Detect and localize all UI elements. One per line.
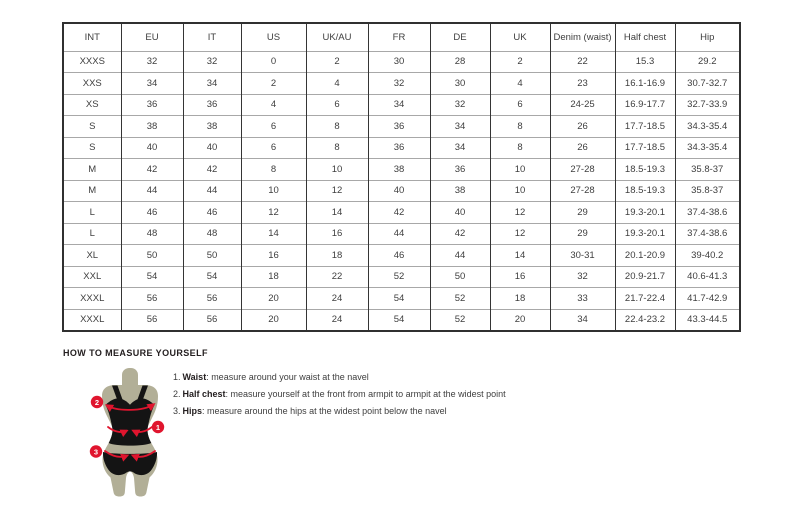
size-cell: 16 xyxy=(490,266,550,288)
size-cell: 46 xyxy=(368,245,430,267)
size-cell: 35.8-37 xyxy=(675,159,740,181)
size-cell: 16.1-16.9 xyxy=(615,73,675,95)
size-cell: 4 xyxy=(490,73,550,95)
size-column-header: Denim (waist) xyxy=(550,23,615,51)
size-cell: 46 xyxy=(121,202,183,224)
measurement-illustration xyxy=(75,366,185,501)
size-cell: 19.3-20.1 xyxy=(615,223,675,245)
size-cell: 32 xyxy=(368,73,430,95)
size-cell: 18 xyxy=(306,245,368,267)
size-cell: 26 xyxy=(550,116,615,138)
size-cell: 27-28 xyxy=(550,180,615,202)
size-cell: 42 xyxy=(430,223,490,245)
size-cell: 20 xyxy=(490,309,550,331)
step-number: 3. xyxy=(173,406,181,416)
size-cell: 29.2 xyxy=(675,51,740,73)
size-cell: 54 xyxy=(183,266,241,288)
size-cell: 34 xyxy=(121,73,183,95)
size-cell: 24-25 xyxy=(550,94,615,116)
step-text: : measure yourself at the front from armpit to armpit at the widest point xyxy=(225,389,506,399)
step-number: 2. xyxy=(173,389,181,399)
measure-steps xyxy=(173,369,506,420)
size-cell: 17.7-18.5 xyxy=(615,116,675,138)
size-cell: 44 xyxy=(430,245,490,267)
size-cell: XXXL xyxy=(63,309,121,331)
size-cell: XL xyxy=(63,245,121,267)
table-row xyxy=(63,309,740,331)
size-cell: 42 xyxy=(183,159,241,181)
measure-step xyxy=(173,403,506,420)
table-row xyxy=(63,202,740,224)
size-cell: 56 xyxy=(183,288,241,310)
size-cell: 34 xyxy=(430,116,490,138)
size-cell: 0 xyxy=(241,51,306,73)
table-row xyxy=(63,94,740,116)
size-chart-section xyxy=(62,22,741,332)
size-cell: 32 xyxy=(183,51,241,73)
size-cell: 52 xyxy=(430,309,490,331)
size-cell: 34 xyxy=(368,94,430,116)
size-cell: 21.7-22.4 xyxy=(615,288,675,310)
table-row xyxy=(63,266,740,288)
size-cell: 8 xyxy=(306,137,368,159)
size-cell: XXS xyxy=(63,73,121,95)
size-column-header: IT xyxy=(183,23,241,51)
size-cell: 20.1-20.9 xyxy=(615,245,675,267)
size-cell: XXXL xyxy=(63,288,121,310)
size-cell: 36 xyxy=(183,94,241,116)
size-cell: 54 xyxy=(121,266,183,288)
size-cell: 43.3-44.5 xyxy=(675,309,740,331)
size-cell: 19.3-20.1 xyxy=(615,202,675,224)
size-cell: 36 xyxy=(368,116,430,138)
size-cell: 54 xyxy=(368,309,430,331)
size-table-header-row xyxy=(63,23,740,51)
size-cell: 29 xyxy=(550,223,615,245)
size-cell: 56 xyxy=(183,309,241,331)
step-label: Half chest xyxy=(182,389,226,399)
table-row xyxy=(63,159,740,181)
size-cell: 30 xyxy=(430,73,490,95)
size-cell: 56 xyxy=(121,309,183,331)
size-cell: 32.7-33.9 xyxy=(675,94,740,116)
size-cell: 40 xyxy=(183,137,241,159)
size-cell: S xyxy=(63,116,121,138)
size-cell: 23 xyxy=(550,73,615,95)
size-cell: 41.7-42.9 xyxy=(675,288,740,310)
size-cell: 35.8-37 xyxy=(675,180,740,202)
size-cell: S xyxy=(63,137,121,159)
size-cell: 6 xyxy=(306,94,368,116)
size-cell: 34 xyxy=(183,73,241,95)
size-cell: 15.3 xyxy=(615,51,675,73)
table-row xyxy=(63,116,740,138)
size-cell: 6 xyxy=(241,137,306,159)
size-cell: 52 xyxy=(430,288,490,310)
size-cell: 40 xyxy=(121,137,183,159)
measure-step xyxy=(173,386,506,403)
size-cell: 6 xyxy=(241,116,306,138)
size-cell: 27-28 xyxy=(550,159,615,181)
size-cell: 4 xyxy=(306,73,368,95)
size-cell: 44 xyxy=(183,180,241,202)
size-cell: 16 xyxy=(241,245,306,267)
size-cell: 24 xyxy=(306,288,368,310)
size-cell: 48 xyxy=(121,223,183,245)
size-cell: 38 xyxy=(183,116,241,138)
size-cell: 50 xyxy=(121,245,183,267)
size-cell: XS xyxy=(63,94,121,116)
size-cell: 12 xyxy=(306,180,368,202)
size-column-header: UK xyxy=(490,23,550,51)
table-row xyxy=(63,73,740,95)
size-cell: M xyxy=(63,180,121,202)
table-row xyxy=(63,180,740,202)
size-cell: 18.5-19.3 xyxy=(615,159,675,181)
size-cell: 8 xyxy=(490,116,550,138)
size-column-header: DE xyxy=(430,23,490,51)
step-label: Waist xyxy=(182,372,207,382)
size-cell: 17.7-18.5 xyxy=(615,137,675,159)
size-cell: 6 xyxy=(490,94,550,116)
size-cell: 36 xyxy=(121,94,183,116)
size-cell: L xyxy=(63,202,121,224)
size-table xyxy=(62,22,741,332)
step-text: : measure around the hips at the widest point below the navel xyxy=(202,406,447,416)
size-cell: 30 xyxy=(368,51,430,73)
size-cell: 39-40.2 xyxy=(675,245,740,267)
size-cell: 16 xyxy=(306,223,368,245)
size-cell: 24 xyxy=(306,309,368,331)
size-cell: 20.9-21.7 xyxy=(615,266,675,288)
size-column-header: FR xyxy=(368,23,430,51)
size-cell: 18.5-19.3 xyxy=(615,180,675,202)
table-row xyxy=(63,245,740,267)
size-cell: 50 xyxy=(430,266,490,288)
size-cell: 44 xyxy=(368,223,430,245)
table-row xyxy=(63,51,740,73)
size-cell: 30.7-32.7 xyxy=(675,73,740,95)
step-label: Hips xyxy=(182,406,203,416)
size-column-header: US xyxy=(241,23,306,51)
table-row xyxy=(63,288,740,310)
size-cell: 10 xyxy=(490,180,550,202)
size-cell: 40 xyxy=(368,180,430,202)
size-cell: 36 xyxy=(430,159,490,181)
size-column-header: INT xyxy=(84,31,100,43)
size-cell: 26 xyxy=(550,137,615,159)
size-cell: 32 xyxy=(550,266,615,288)
size-cell: 50 xyxy=(183,245,241,267)
size-cell: 16.9-17.7 xyxy=(615,94,675,116)
table-row xyxy=(63,223,740,245)
size-cell: 38 xyxy=(121,116,183,138)
size-cell: 48 xyxy=(183,223,241,245)
size-cell: 40.6-41.3 xyxy=(675,266,740,288)
size-cell: 22.4-23.2 xyxy=(615,309,675,331)
measure-section-heading: HOW TO MEASURE YOURSELF xyxy=(63,348,208,358)
waist-badge-number: 1 xyxy=(155,422,161,432)
size-cell: 2 xyxy=(306,51,368,73)
size-cell: 42 xyxy=(121,159,183,181)
size-cell: 38 xyxy=(368,159,430,181)
size-cell: 28 xyxy=(430,51,490,73)
size-cell: 12 xyxy=(490,202,550,224)
size-cell: 8 xyxy=(306,116,368,138)
step-number: 1. xyxy=(173,372,181,382)
size-cell: 10 xyxy=(306,159,368,181)
size-cell: 12 xyxy=(490,223,550,245)
size-cell: 38 xyxy=(430,180,490,202)
hips-badge-number: 3 xyxy=(93,447,99,457)
size-cell: 42 xyxy=(368,202,430,224)
size-cell: 32 xyxy=(430,94,490,116)
size-cell: 36 xyxy=(368,137,430,159)
size-table-body xyxy=(63,51,740,331)
size-cell: 34.3-35.4 xyxy=(675,116,740,138)
size-cell: 2 xyxy=(241,73,306,95)
size-cell: 8 xyxy=(241,159,306,181)
size-cell: 37.4-38.6 xyxy=(675,202,740,224)
size-cell: 37.4-38.6 xyxy=(675,223,740,245)
size-cell: 20 xyxy=(241,309,306,331)
size-cell: 54 xyxy=(368,288,430,310)
size-cell: 34 xyxy=(550,309,615,331)
size-cell: L xyxy=(63,223,121,245)
size-cell: 8 xyxy=(490,137,550,159)
size-cell: XXXS xyxy=(63,51,121,73)
size-cell: 32 xyxy=(121,51,183,73)
size-cell: 29 xyxy=(550,202,615,224)
size-column-header: Half chest xyxy=(615,23,675,51)
size-cell: 4 xyxy=(241,94,306,116)
size-cell: 2 xyxy=(490,51,550,73)
size-column-header: EU xyxy=(121,23,183,51)
size-column-header: UK/AU xyxy=(306,23,368,51)
size-cell: 34.3-35.4 xyxy=(675,137,740,159)
size-cell: 14 xyxy=(490,245,550,267)
chest-badge-number: 2 xyxy=(94,397,100,407)
size-cell: 34 xyxy=(430,137,490,159)
size-cell: 52 xyxy=(368,266,430,288)
size-column-header: Hip xyxy=(675,23,740,51)
size-cell: 14 xyxy=(241,223,306,245)
size-cell: 46 xyxy=(183,202,241,224)
size-cell: 14 xyxy=(306,202,368,224)
measure-step xyxy=(173,369,506,386)
size-cell: XXL xyxy=(63,266,121,288)
size-cell: 30-31 xyxy=(550,245,615,267)
size-cell: 33 xyxy=(550,288,615,310)
table-row xyxy=(63,137,740,159)
step-text: : measure around your waist at the navel xyxy=(206,372,369,382)
size-cell: 10 xyxy=(241,180,306,202)
size-cell: 40 xyxy=(430,202,490,224)
mannequin-figure xyxy=(75,366,185,501)
size-cell: 22 xyxy=(306,266,368,288)
size-cell: 20 xyxy=(241,288,306,310)
size-cell: 18 xyxy=(490,288,550,310)
size-cell: 10 xyxy=(490,159,550,181)
size-cell: M xyxy=(63,159,121,181)
size-cell: 12 xyxy=(241,202,306,224)
size-cell: 44 xyxy=(121,180,183,202)
size-cell: 56 xyxy=(121,288,183,310)
size-cell: 18 xyxy=(241,266,306,288)
size-cell: 22 xyxy=(550,51,615,73)
